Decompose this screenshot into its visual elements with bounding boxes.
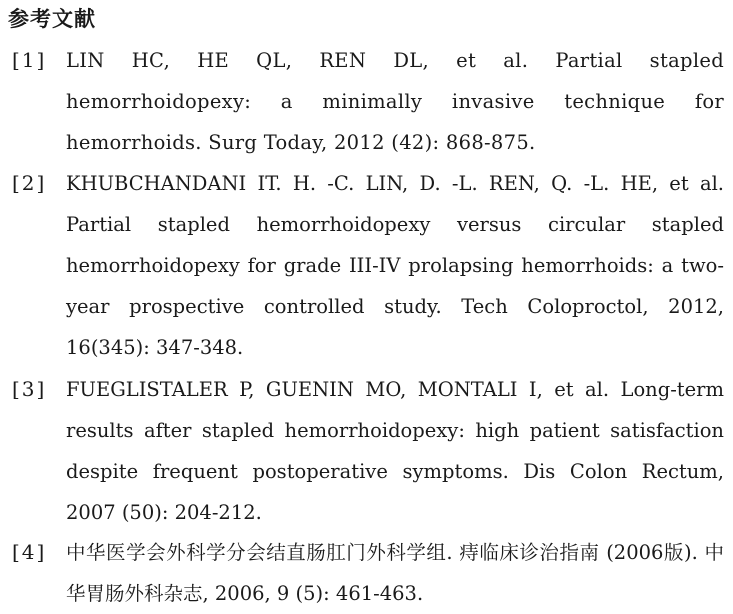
reference-number: [4] [12,540,47,564]
reference-text: 中华医学会外科学分会结直肠肛门外科学组. 痔临床诊治指南 (2006版). 中华胃肠外科杂志, 2006, 9 (5): 461-463. [66,541,724,605]
reference-text: KHUBCHANDANI IT. H. -C. LIN, D. -L. REN, Q. -L. HE, et al. Partial stapled hemorrhoidopexy versus circular stapled hemorrhoidopexy for grade III-IV prolapsing hemorrhoids: a two-year prospective controlled study. Tech Coloproctol, 2012, 16(345): 347-348. [66,172,724,359]
reference-number: [1] [12,48,47,72]
reference-number: [3] [12,377,47,401]
references-heading: 参考文献 [8,7,96,31]
reference-text: FUEGLISTALER P, GUENIN MO, MONTALI I, et al. Long-term results after stapled hemorrhoidopexy: high patient satisfaction despite frequent postoperative symptoms. Dis Colon Rectum, 2007 (50): 204-212. [66,378,724,524]
reference-number: [2] [12,171,47,195]
reference-text: LIN HC, HE QL, REN DL, et al. Partial stapled hemorrhoidopexy: a minimally invasive technique for hemorrhoids. Surg Today, 2012 (42): 868-875. [66,49,724,154]
